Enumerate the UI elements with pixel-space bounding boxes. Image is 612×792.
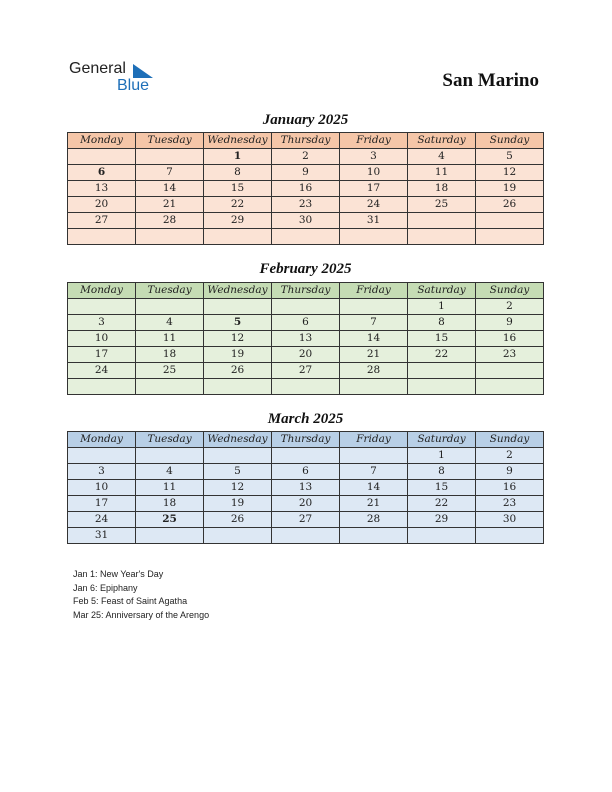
day-cell: 17: [68, 496, 136, 512]
day-cell: 1: [408, 299, 476, 315]
day-cell: [136, 379, 204, 395]
day-cell: 26: [204, 363, 272, 379]
day-cell: [408, 528, 476, 544]
day-cell: 28: [340, 363, 408, 379]
day-cell: 29: [408, 512, 476, 528]
day-cell: 13: [68, 181, 136, 197]
day-cell: 3: [68, 464, 136, 480]
day-cell: 16: [476, 331, 544, 347]
day-cell: [204, 528, 272, 544]
weekday-header: Friday: [340, 283, 408, 299]
day-cell: 18: [136, 496, 204, 512]
day-cell: 18: [136, 347, 204, 363]
day-cell: 21: [340, 496, 408, 512]
day-cell: 7: [136, 165, 204, 181]
day-cell: [68, 229, 136, 245]
day-cell: 7: [340, 464, 408, 480]
day-cell: 5: [476, 149, 544, 165]
day-cell: 4: [136, 315, 204, 331]
day-cell: 17: [68, 347, 136, 363]
day-cell: 14: [340, 480, 408, 496]
week-row: [68, 149, 544, 165]
calendar-march: [67, 431, 544, 544]
day-cell: 28: [136, 213, 204, 229]
day-cell: [68, 448, 136, 464]
week-row: [68, 528, 544, 544]
day-cell: 22: [408, 347, 476, 363]
day-cell: 9: [476, 315, 544, 331]
day-cell: 24: [68, 512, 136, 528]
day-cell: 13: [272, 331, 340, 347]
day-cell: 21: [340, 347, 408, 363]
day-cell: [272, 528, 340, 544]
generalblue-logo: [69, 60, 159, 96]
weekday-header: Saturday: [408, 133, 476, 149]
day-cell: [408, 213, 476, 229]
day-cell: 27: [272, 363, 340, 379]
day-cell: [340, 528, 408, 544]
week-row: [68, 464, 544, 480]
day-cell: 14: [136, 181, 204, 197]
calendar-february: [67, 282, 544, 395]
day-cell: 2: [272, 149, 340, 165]
day-cell: 19: [204, 496, 272, 512]
day-cell: 16: [272, 181, 340, 197]
day-cell: 23: [476, 496, 544, 512]
day-cell: 9: [476, 464, 544, 480]
day-cell: 7: [340, 315, 408, 331]
day-cell: 22: [408, 496, 476, 512]
day-cell: [476, 229, 544, 245]
month-title-march: March 2025: [267, 411, 344, 427]
day-cell: 28: [340, 512, 408, 528]
weekday-header: Friday: [340, 432, 408, 448]
day-cell: 8: [408, 464, 476, 480]
weekday-header: Monday: [68, 133, 136, 149]
day-cell: 18: [408, 181, 476, 197]
day-cell: [272, 448, 340, 464]
day-cell: 11: [136, 331, 204, 347]
day-cell: 10: [68, 480, 136, 496]
day-cell: [136, 229, 204, 245]
holiday-item: Mar 25: Anniversary of the Arengo: [73, 609, 210, 620]
weekday-header: Wednesday: [204, 283, 272, 299]
day-cell: [204, 299, 272, 315]
day-cell: 25: [136, 363, 204, 379]
week-row: [68, 363, 544, 379]
calendar-january: [67, 132, 544, 245]
day-cell: [136, 299, 204, 315]
day-cell: 19: [476, 181, 544, 197]
day-cell: 5: [204, 315, 272, 331]
day-cell: [136, 149, 204, 165]
day-cell: [340, 229, 408, 245]
day-cell: [68, 299, 136, 315]
day-cell: 26: [476, 197, 544, 213]
day-cell: 23: [272, 197, 340, 213]
day-cell: 31: [340, 213, 408, 229]
weekday-header: Thursday: [272, 432, 340, 448]
week-row: [68, 181, 544, 197]
weekday-header: Saturday: [408, 432, 476, 448]
day-cell: [476, 363, 544, 379]
day-cell: 14: [340, 331, 408, 347]
week-row: [68, 379, 544, 395]
day-cell: 2: [476, 299, 544, 315]
day-cell: 2: [476, 448, 544, 464]
weekday-header: Saturday: [408, 283, 476, 299]
day-cell: 17: [340, 181, 408, 197]
day-cell: [68, 379, 136, 395]
day-cell: 4: [136, 464, 204, 480]
week-row: [68, 165, 544, 181]
day-cell: 11: [408, 165, 476, 181]
week-row: [68, 448, 544, 464]
month-title-february: February 2025: [259, 261, 352, 277]
day-cell: 3: [68, 315, 136, 331]
day-cell: 12: [204, 480, 272, 496]
weekday-header: Wednesday: [204, 133, 272, 149]
day-cell: 15: [408, 331, 476, 347]
weekday-header: Sunday: [476, 133, 544, 149]
weekday-header: Tuesday: [136, 432, 204, 448]
day-cell: [204, 448, 272, 464]
day-cell: 1: [408, 448, 476, 464]
day-cell: 10: [68, 331, 136, 347]
day-cell: 11: [136, 480, 204, 496]
day-cell: 24: [68, 363, 136, 379]
day-cell: [136, 528, 204, 544]
day-cell: [340, 448, 408, 464]
day-cell: 24: [340, 197, 408, 213]
day-cell: 30: [272, 213, 340, 229]
weekday-header: Thursday: [272, 133, 340, 149]
logo-text-general: General: [69, 60, 126, 77]
day-cell: 21: [136, 197, 204, 213]
week-row: [68, 299, 544, 315]
day-cell: [340, 299, 408, 315]
day-cell: 27: [68, 213, 136, 229]
day-cell: 31: [68, 528, 136, 544]
week-row: [68, 480, 544, 496]
day-cell: 25: [136, 512, 204, 528]
day-cell: 8: [408, 315, 476, 331]
day-cell: [408, 379, 476, 395]
weekday-header: Wednesday: [204, 432, 272, 448]
week-row: [68, 512, 544, 528]
weekday-header: Monday: [68, 432, 136, 448]
day-cell: [136, 448, 204, 464]
day-cell: [408, 229, 476, 245]
logo-text-blue: Blue: [117, 77, 150, 94]
day-cell: [340, 379, 408, 395]
day-cell: 20: [68, 197, 136, 213]
weekday-header: Sunday: [476, 283, 544, 299]
day-cell: 8: [204, 165, 272, 181]
holiday-item: Jan 1: New Year's Day: [73, 569, 164, 579]
weekday-header: Friday: [340, 133, 408, 149]
country-title: San Marino: [442, 70, 539, 91]
week-row: [68, 213, 544, 229]
day-cell: 26: [204, 512, 272, 528]
day-cell: 29: [204, 213, 272, 229]
day-cell: 16: [476, 480, 544, 496]
day-cell: 4: [408, 149, 476, 165]
weekday-header: Tuesday: [136, 133, 204, 149]
day-cell: 25: [408, 197, 476, 213]
weekday-header: Sunday: [476, 432, 544, 448]
day-cell: 20: [272, 347, 340, 363]
day-cell: [476, 528, 544, 544]
day-cell: 22: [204, 197, 272, 213]
day-cell: 1: [204, 149, 272, 165]
day-cell: 3: [340, 149, 408, 165]
day-cell: 15: [204, 181, 272, 197]
day-cell: [272, 229, 340, 245]
month-title-january: January 2025: [262, 112, 349, 128]
day-cell: [68, 149, 136, 165]
day-cell: 13: [272, 480, 340, 496]
day-cell: 19: [204, 347, 272, 363]
day-cell: [204, 379, 272, 395]
week-row: [68, 229, 544, 245]
day-cell: [272, 379, 340, 395]
day-cell: 27: [272, 512, 340, 528]
day-cell: 6: [272, 315, 340, 331]
day-cell: 20: [272, 496, 340, 512]
day-cell: 5: [204, 464, 272, 480]
day-cell: 15: [408, 480, 476, 496]
day-cell: 30: [476, 512, 544, 528]
holiday-item: Jan 6: Epiphany: [73, 582, 138, 593]
day-cell: 12: [476, 165, 544, 181]
day-cell: 10: [340, 165, 408, 181]
day-cell: 23: [476, 347, 544, 363]
day-cell: [272, 299, 340, 315]
day-cell: 6: [272, 464, 340, 480]
day-cell: 12: [204, 331, 272, 347]
holiday-item: Feb 5: Feast of Saint Agatha: [73, 596, 188, 606]
weekday-header: Monday: [68, 283, 136, 299]
day-cell: [476, 379, 544, 395]
weekday-header: Thursday: [272, 283, 340, 299]
week-row: [68, 331, 544, 347]
weekday-header: Tuesday: [136, 283, 204, 299]
week-row: [68, 197, 544, 213]
week-row: [68, 315, 544, 331]
day-cell: [476, 213, 544, 229]
logo-flag-icon: [133, 64, 153, 78]
day-cell: 9: [272, 165, 340, 181]
day-cell: 6: [68, 165, 136, 181]
week-row: [68, 496, 544, 512]
holiday-list: [73, 568, 209, 622]
day-cell: [408, 363, 476, 379]
week-row: [68, 347, 544, 363]
day-cell: [204, 229, 272, 245]
